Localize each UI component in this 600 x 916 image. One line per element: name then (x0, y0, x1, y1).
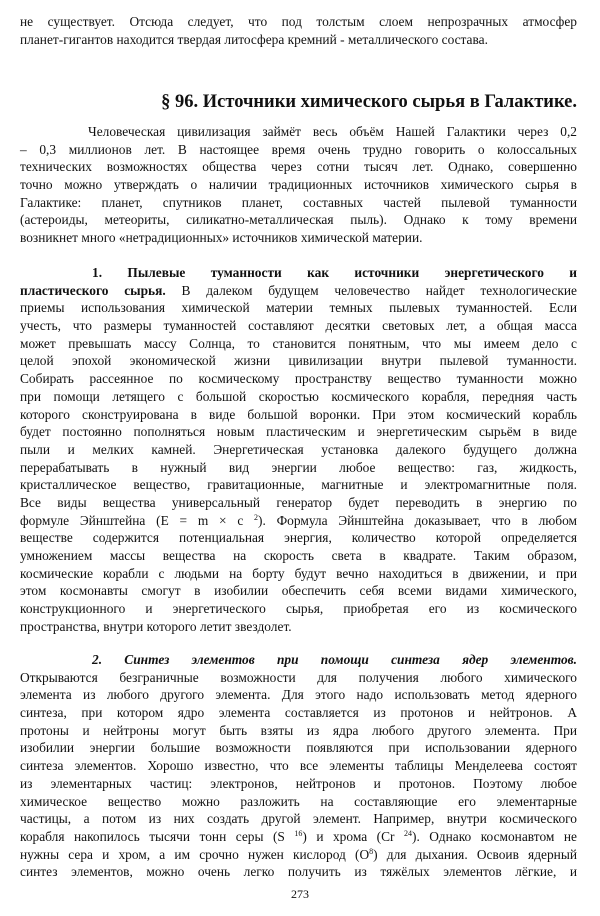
text-fragment: В далеком будущем человечество найдет технологические (165, 282, 578, 298)
section-heading: § 96. Источники химического сырья в Галактике. (161, 92, 577, 112)
subsection-2 (20, 651, 577, 881)
text-line: этом космонавты смогут в изобилии обеспечить себя всеми видами химического, (20, 583, 577, 599)
text-fragment: формуле Эйнштейна (Е = m × с (20, 512, 255, 528)
subsection-1-title-end: пластического сырья. (20, 282, 166, 298)
text-line: Все виды вещества универсальный генератор будет переводить в энергию по (20, 494, 577, 510)
text-line: веществе содержится потенциальная энергия, количество которой определяется (20, 530, 577, 546)
text-line: приемы использования химической материи темных пылевых туманностей. Если (20, 300, 577, 316)
text-line: учесть, что размеры туманностей составляют десятки световых лет, а общая масса (20, 318, 577, 334)
subsection-1 (20, 264, 577, 635)
text-line: элемента из любого другого элемента. Для этого надо использовать метод ядерного (20, 687, 577, 703)
text-line: будет постоянно пополняться новым пластическим и энергетическим сырьём в виде (20, 424, 577, 440)
superscript: 2 (254, 512, 259, 522)
text-line: перерабатывать в нужный вид энергии любое вещество: газ, жидкость, (20, 459, 577, 475)
text-line: при помощи летящего с большой скоростью космического корабля, передняя часть (20, 388, 577, 404)
text-line: точно можно утверждать о наличии традиционных источников химического сырья в (20, 177, 577, 193)
text-line (20, 282, 577, 300)
text-line: Человеческая цивилизация займёт весь объём Нашей Галактики через 0,2 (88, 124, 577, 139)
text-line: возникнет много «нетрадиционных» источников химической материи. (20, 230, 423, 246)
text-line: космические корабли с людьми на борту будут вечно находиться в движении, и при (20, 565, 577, 581)
text-line: частицы, а потом из них создать другой элемент. Например, внутри космического (20, 811, 577, 827)
text-fragment: нужны сера и хром, а им срочно нужен кислород (O (20, 846, 370, 862)
formula-line (20, 512, 577, 530)
text-line: из элементарных частиц: электронов, нейтронов и протонов. Поэтому любое (20, 775, 577, 791)
text-line: синтеза элементов. Хорошо известно, что все элементы таблицы Менделеева состоят (20, 758, 577, 774)
subsection-2-title: 2. Синтез элементов при помощи синтеза ядер элементов. (92, 652, 577, 667)
text-line: протоны и нейтроны могут быть взяты из ядра любого другого элемента. При (20, 722, 577, 738)
text-fragment: ). Однако космонавтом не (411, 828, 577, 844)
subsection-1-title: 1. Пылевые туманности как источники энергетического и (92, 265, 577, 280)
text-line: планет-гигантов находится твердая литосфера кремний - металлического состава. (20, 31, 488, 47)
text-fragment: ) для дыхания. Освоив ядерный (373, 846, 577, 862)
superscript: 16 (294, 828, 303, 838)
text-line (20, 828, 577, 846)
text-line (20, 846, 577, 864)
text-line: – 0,3 миллионов лет. В настоящее время очень трудно говорить о колоссальных (20, 141, 577, 157)
page-number: 273 (291, 887, 309, 901)
text-line: пространства, внутри которого летит звездолет. (20, 618, 292, 634)
text-line: химическое вещество можно разложить на составляющие его элементарные (20, 793, 577, 809)
text-line: Собирать рассеянное по космическому пространству вещество туманности можно (20, 371, 577, 387)
text-line: не существует. Отсюда следует, что под толстым слоем непрозрачных атмосфер (20, 14, 577, 29)
text-line: которого сконструирована в виде большой воронки. При этом космический корабль (20, 406, 577, 422)
text-line: Открываются безграничные возможности для получения любого химического (20, 669, 577, 685)
text-fragment: ). Формула Эйнштейна доказывает, что в любом (258, 512, 577, 528)
text-line: может превышать массу Солнца, то становится понятным, что мы имеем дело с (20, 335, 577, 351)
text-line: изобилии энергии большие возможности появляются при использовании ядерного (20, 740, 577, 756)
top-paragraph (20, 13, 577, 48)
text-line: целой эпохой экономической жизни цивилизации внутри пылевой туманности. (20, 353, 577, 369)
intro-paragraph (20, 123, 577, 247)
text-line: технических возможностях общества через сотни тысяч лет. Однако, совершенно (20, 159, 577, 175)
text-line: конструкционного и энергетического сырья, приобретая его из космического (20, 601, 577, 617)
text-line: пыли и мелких камней. Энергетическая установка далекого будущего должна (20, 441, 577, 457)
text-fragment: ) и хрома (Cr (302, 828, 404, 844)
text-line: (астероиды, метеориты, силикатно-металлическая пыль). Однако к тому времени (20, 212, 577, 228)
superscript: 8 (369, 846, 374, 856)
text-line: умножением массы вещества на скорость света в квадрате. Таким образом, (20, 548, 577, 563)
text-line: синтез элементов, можно очень легко получить из тяжёлых элементов лёгкие, и (20, 864, 577, 880)
text-line: синтеза, при котором ядро элемента составляется из протонов и нейтронов. А (20, 705, 577, 721)
text-line: Галактике: планет, спутников планет, составных частей пылевой туманности (20, 194, 577, 210)
text-fragment: корабля накопилось тысячи тонн серы (S (20, 828, 295, 844)
text-line: кристаллическое вещество, гравитационные, магнитные и электромагнитные поля. (20, 477, 577, 493)
superscript: 24 (403, 828, 412, 838)
